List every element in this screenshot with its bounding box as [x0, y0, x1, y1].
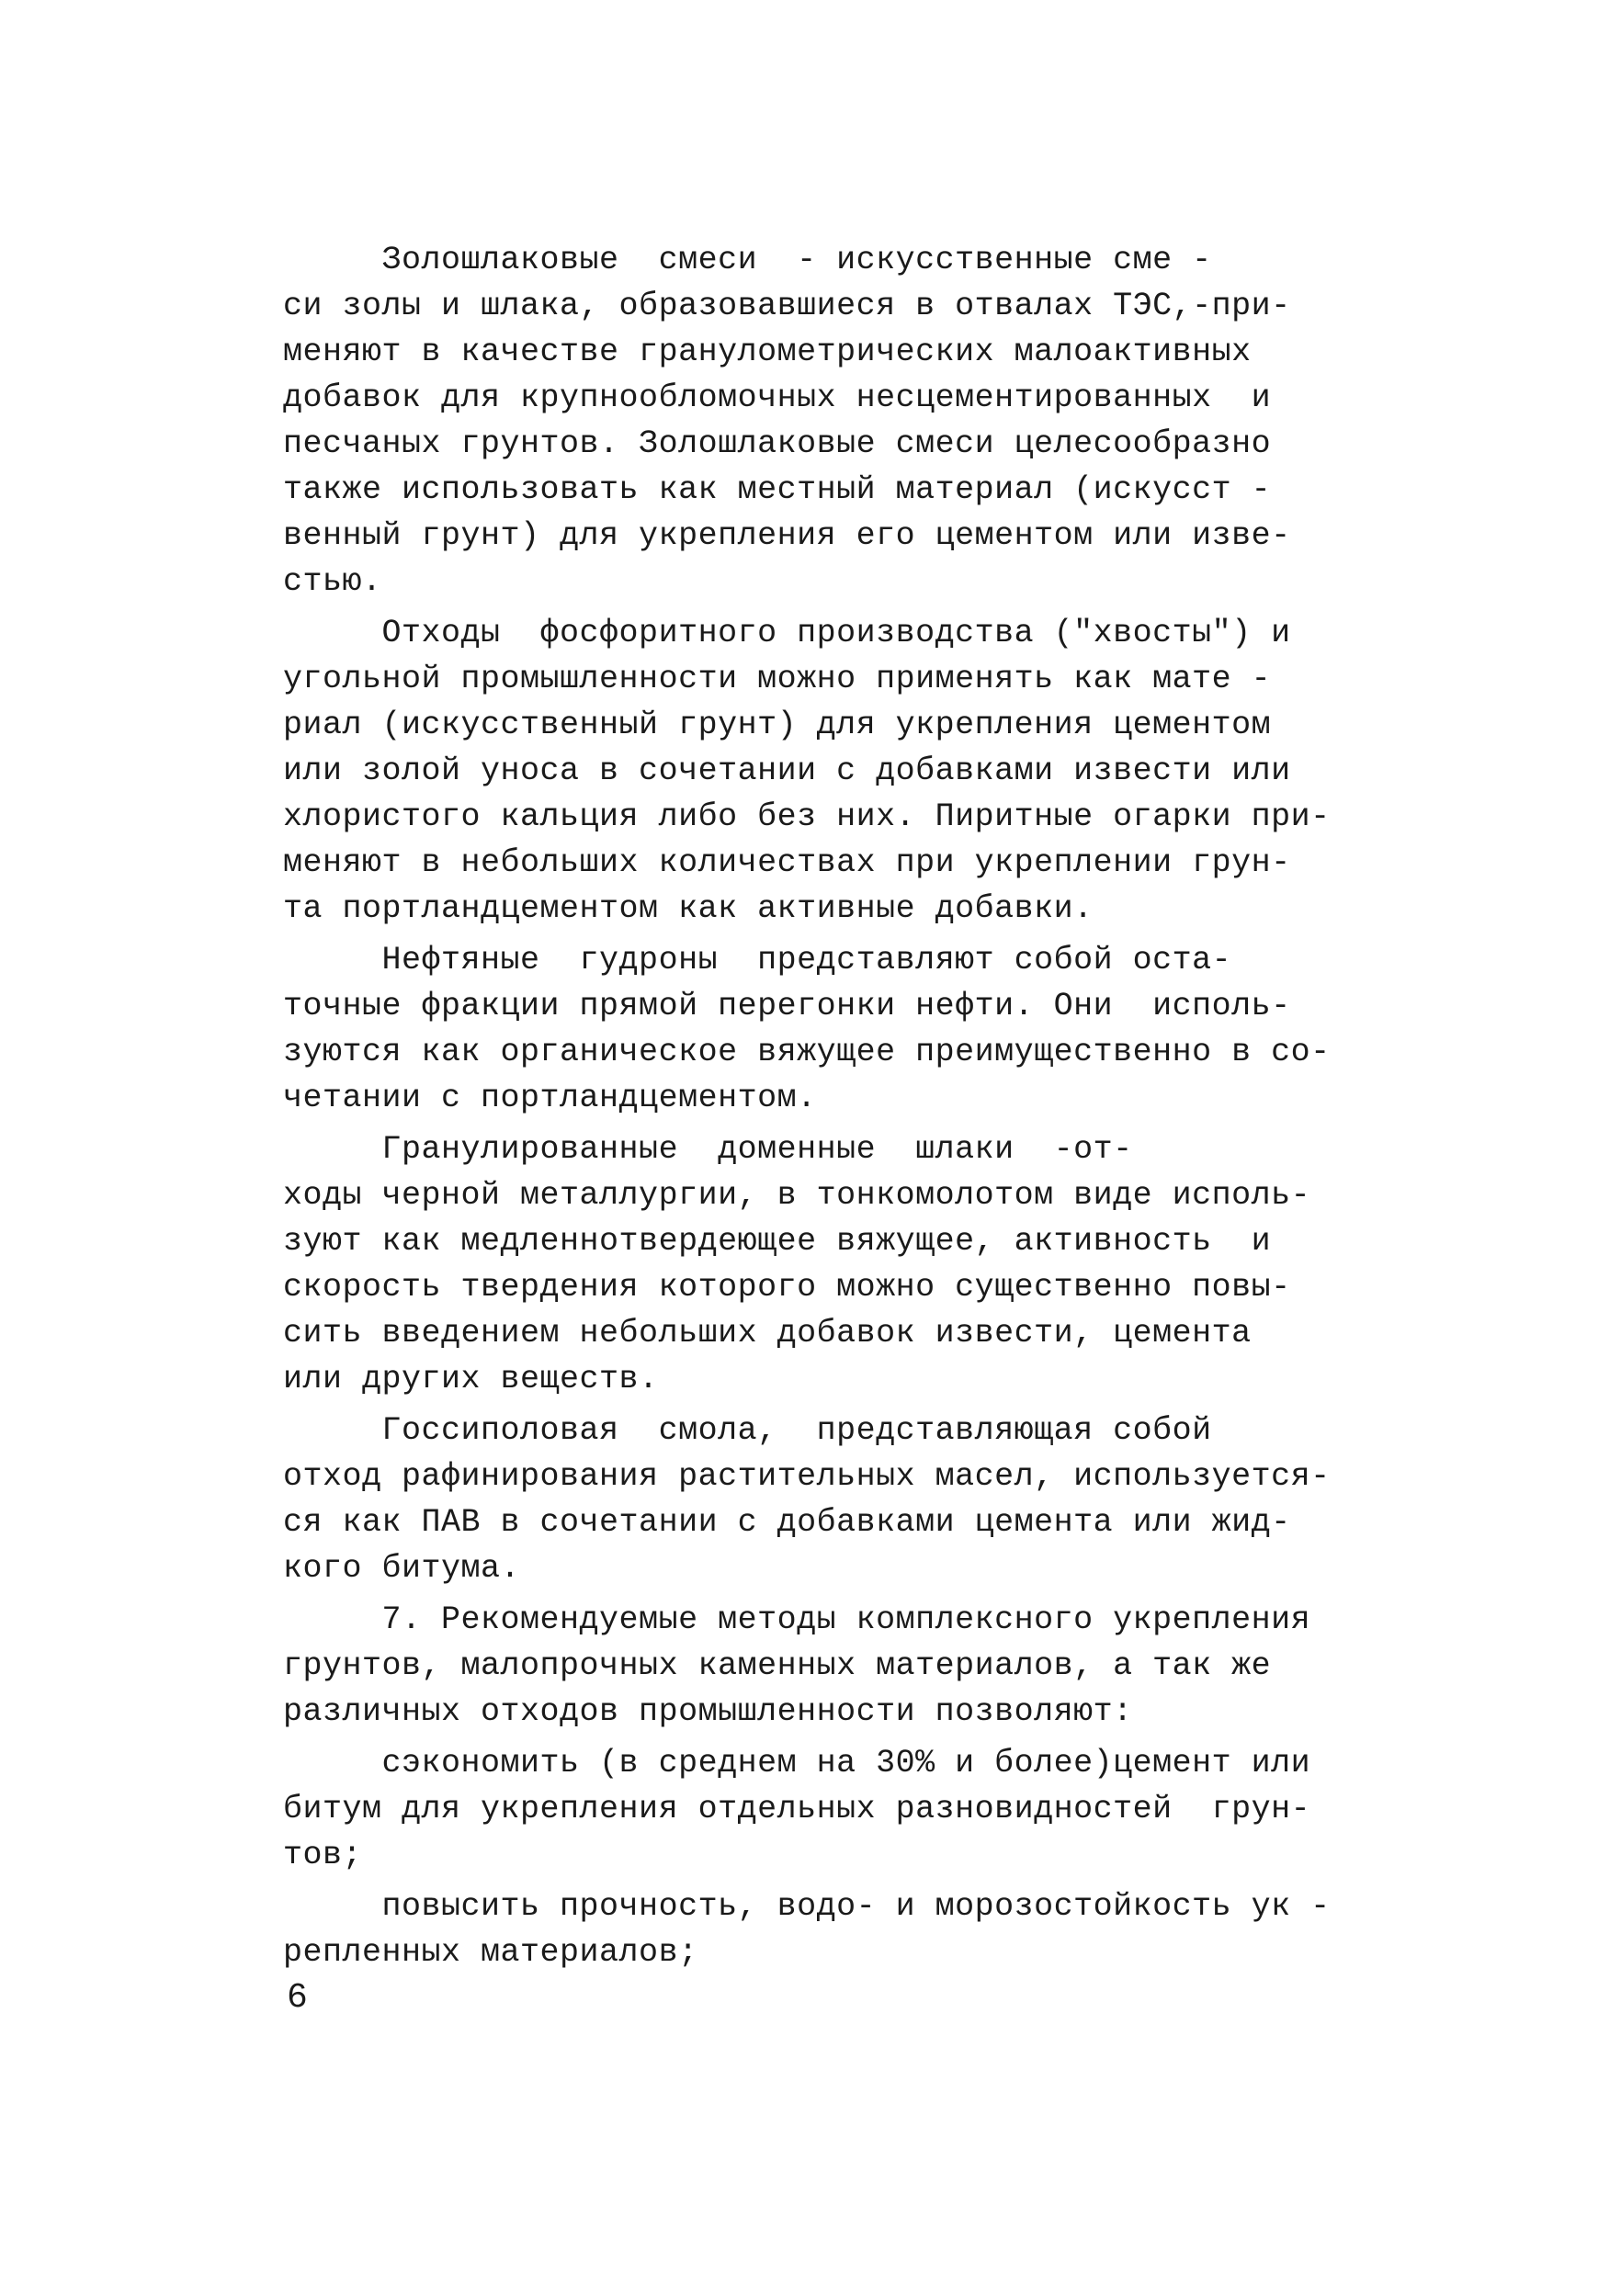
- text-line: или других веществ.: [283, 1361, 659, 1397]
- text-line: также использовать как местный материал (искусст -: [283, 471, 1272, 508]
- text-line: скорость твердения которого можно существенно повы-: [283, 1269, 1291, 1306]
- text-line: ходы черной металлургии, в тонкомолотом виде исполь-: [283, 1177, 1311, 1214]
- text-line: репленных материалов;: [283, 1934, 698, 1971]
- text-line: Нефтяные гудроны представляют собой оста-: [283, 942, 1232, 978]
- text-line: добавок для крупнообломочных несцементированных и: [283, 379, 1272, 416]
- text-line: хлористого кальция либо без них. Пиритные огарки при-: [283, 798, 1331, 835]
- text-line: сить введением небольших добавок извести, цемента: [283, 1315, 1252, 1352]
- text-line: точные фракции прямой перегонки нефти. Они исполь-: [283, 988, 1291, 1024]
- text-line: та портландцементом как активные добавки.: [283, 890, 1094, 927]
- text-line: меняют в качестве гранулометрических малоактивных: [283, 334, 1252, 370]
- text-line: Госсиполовая смола, представляющая собой: [283, 1412, 1212, 1449]
- text-line: или золой уноса в сочетании с добавками извести или: [283, 752, 1291, 789]
- text-line: зуют как медленнотвердеющее вяжущее, активность и: [283, 1223, 1272, 1260]
- text-line: 7. Рекомендуемые методы комплексного укрепления: [283, 1601, 1311, 1638]
- text-line: ся как ПАВ в сочетании с добавками цемента или жид-: [283, 1504, 1291, 1541]
- text-line: кого битума.: [283, 1550, 521, 1587]
- text-line: битум для укрепления отдельных разновидностей грун-: [283, 1791, 1311, 1827]
- text-line: повысить прочность, водо- и морозостойкость ук -: [283, 1888, 1331, 1925]
- text-line: меняют в небольших количествах при укреплении грун-: [283, 844, 1291, 881]
- text-line: си золы и шлака, образовавшиеся в отвалах ТЭС,-при-: [283, 288, 1291, 324]
- text-line: тов;: [283, 1837, 363, 1873]
- text-line: различных отходов промышленности позволяют:: [283, 1693, 1133, 1730]
- text-line: отход рафинирования растительных масел, используется-: [283, 1458, 1331, 1495]
- text-line: стью.: [283, 563, 382, 600]
- page-number: 6: [287, 1978, 308, 2018]
- text-line: Гранулированные доменные шлаки -от-: [283, 1131, 1133, 1168]
- text-line: сэкономить (в среднем на 30% и более)цемент или: [283, 1745, 1311, 1781]
- body-text: [283, 237, 1459, 1975]
- text-line: угольной промышленности можно применять как мате -: [283, 661, 1272, 697]
- text-line: Отходы фосфоритного производства ("хвосты") и: [283, 615, 1291, 651]
- text-line: грунтов, малопрочных каменных материалов, а так же: [283, 1647, 1272, 1684]
- text-line: четании с портландцементом.: [283, 1080, 817, 1116]
- text-line: риал (искусственный грунт) для укрепления цементом: [283, 707, 1272, 743]
- text-line: венный грунт) для укрепления его цементом или изве-: [283, 517, 1291, 554]
- text-line: зуются как органическое вяжущее преимущественно в со-: [283, 1034, 1331, 1070]
- text-line: Золошлаковые смеси - искусственные сме -: [283, 242, 1212, 278]
- text-line: песчаных грунтов. Золошлаковые смеси целесообразно: [283, 425, 1272, 462]
